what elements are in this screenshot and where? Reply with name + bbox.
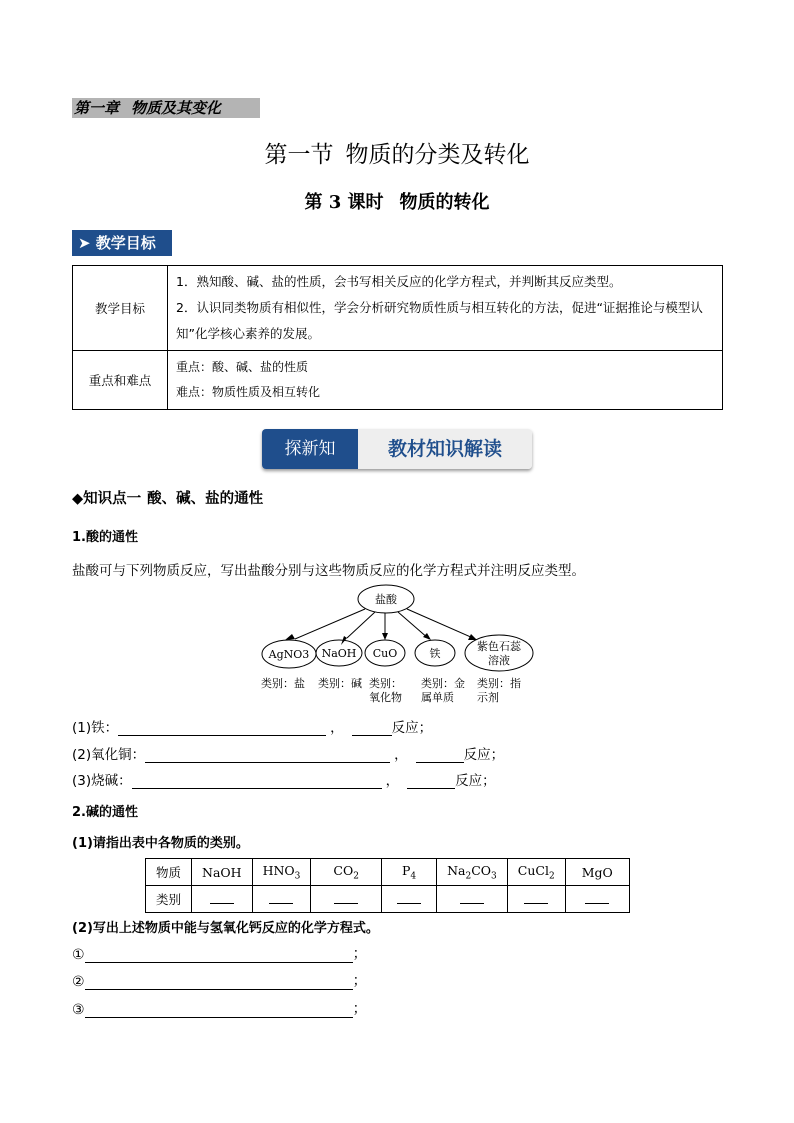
answer-marker: ③ — [72, 1002, 85, 1018]
knowledge-point-marker: ◆知识点一 — [72, 491, 142, 507]
line-suffix: 反应； — [455, 773, 496, 789]
base-heading: 2.碱的通性 — [72, 805, 138, 820]
diagram-node-label: NaOH — [321, 647, 357, 660]
type-blank[interactable] — [407, 774, 455, 789]
answer-marker: ② — [72, 974, 85, 990]
diagram-node-label: CuO — [372, 647, 398, 660]
category-label: 属单质 — [421, 691, 454, 704]
acid-line-1 — [72, 716, 432, 736]
section-title — [0, 136, 794, 169]
category-label: 类别： — [369, 677, 402, 690]
diagram-node-label: AgNO3 — [268, 648, 310, 661]
answer-end: ； — [352, 1001, 367, 1017]
substance-cell: $P_4$ — [381, 859, 436, 886]
goal-item: 1．熟知酸、碱、盐的性质，会书写相关反应的化学方程式，并判断其反应类型。 — [176, 274, 622, 289]
banner-right: 教材知识解读 — [358, 429, 532, 469]
category-cell[interactable] — [311, 886, 382, 913]
answer-blank[interactable] — [85, 1003, 353, 1018]
table-header: 类别 — [146, 886, 192, 913]
category-label: 类别：金 — [421, 677, 465, 690]
focus-item: 重点：酸、碱、盐的性质 — [176, 360, 309, 374]
category-cell[interactable] — [192, 886, 253, 913]
diagram-node-label: 紫色石蕊 — [477, 640, 521, 653]
substance-cell: $HNO_3$ — [252, 859, 311, 886]
base-question-2: (2)写出上述物质中能与氢氧化钙反应的化学方程式。 — [72, 921, 379, 936]
line-separator: ， — [394, 747, 408, 763]
diagram-arrow — [295, 609, 365, 639]
line-suffix: 反应； — [463, 747, 505, 763]
arrow-head — [423, 633, 431, 640]
category-label: 氧化物 — [369, 691, 402, 704]
banner-left: 探新知 — [262, 429, 358, 469]
category-cell[interactable] — [507, 886, 565, 913]
acid-line-3 — [72, 769, 496, 789]
focus-content — [168, 351, 723, 410]
answer-end: ； — [352, 946, 367, 962]
category-cell[interactable] — [437, 886, 508, 913]
category-label: 类别：盐 — [261, 677, 305, 690]
line-separator: ， — [330, 720, 344, 736]
focus-label: 重点和难点 — [73, 351, 168, 410]
lesson-number: 第 3 课时 — [304, 192, 384, 213]
goals-label: 教学目标 — [73, 266, 168, 351]
diagram-arrow — [398, 612, 429, 639]
section-banner — [262, 429, 532, 469]
answer-line-3 — [72, 998, 367, 1018]
chapter-number: 第一章 — [74, 99, 120, 117]
line-prefix: (3)烧碱： — [72, 773, 132, 789]
lesson-title — [0, 188, 794, 214]
substance-cell: NaOH — [192, 859, 253, 886]
answer-blank[interactable] — [85, 975, 353, 990]
knowledge-point-title: 酸、碱、盐的通性 — [147, 491, 264, 507]
type-blank[interactable] — [416, 748, 464, 763]
answer-blank[interactable] — [132, 774, 382, 789]
table-row — [146, 859, 630, 886]
objectives-badge: ➤ 教学目标 — [72, 230, 172, 256]
goal-item: 2．认识同类物质有相似性，学会分析研究物质性质与相互转化的方法，促进“证据推论与模型认知”化学核心素养的发展。 — [176, 300, 703, 341]
focus-item: 难点：物质性质及相互转化 — [176, 385, 321, 399]
answer-marker: ① — [72, 947, 85, 963]
category-label: 类别：指 — [477, 677, 521, 690]
table-row — [73, 266, 723, 351]
substance-cell: MgO — [565, 859, 629, 886]
answer-blank[interactable] — [85, 948, 353, 963]
section-name: 物质的分类及转化 — [345, 142, 530, 168]
category-label: 示剂 — [477, 691, 499, 704]
knowledge-point-heading — [72, 487, 263, 508]
type-blank[interactable] — [352, 721, 392, 736]
diagram-center-label: 盐酸 — [375, 593, 397, 606]
answer-line-2 — [72, 970, 367, 990]
lesson-name: 物质的转化 — [399, 192, 490, 213]
substance-table — [145, 858, 630, 913]
line-separator: ， — [385, 773, 400, 789]
diagram-arrow — [407, 609, 473, 638]
line-prefix: (1)铁： — [72, 720, 119, 736]
chapter-name: 物质及其变化 — [131, 99, 222, 117]
diagram-arrow — [347, 612, 375, 638]
category-label: 类别：碱 — [318, 677, 362, 690]
answer-end: ； — [352, 973, 367, 989]
acid-reaction-diagram — [255, 584, 545, 712]
acid-intro: 盐酸可与下列物质反应，写出盐酸分别与这些物质反应的化学方程式并注明反应类型。 — [72, 563, 585, 579]
answer-blank[interactable] — [145, 748, 390, 763]
section-number: 第一节 — [264, 142, 334, 168]
table-row — [146, 886, 630, 913]
acid-heading: 1.酸的通性 — [72, 530, 138, 545]
substance-cell: $CO_2$ — [311, 859, 382, 886]
base-question-1: (1)请指出表中各物质的类别。 — [72, 836, 249, 851]
arrow-head — [285, 634, 295, 640]
goals-table — [72, 265, 723, 410]
substance-cell: $Na_2CO_3$ — [437, 859, 508, 886]
diagram-node-label: 溶液 — [488, 654, 510, 667]
line-prefix: (2)氧化铜： — [72, 747, 146, 763]
substance-cell: CuCl$_2$ — [507, 859, 565, 886]
line-suffix: 反应； — [391, 720, 433, 736]
table-header: 物质 — [146, 859, 192, 886]
table-row — [73, 351, 723, 410]
arrow-head — [382, 633, 388, 640]
answer-line-1 — [72, 943, 367, 963]
answer-blank[interactable] — [118, 721, 326, 736]
chapter-header — [72, 98, 260, 118]
goals-content — [168, 266, 723, 351]
category-cell[interactable] — [252, 886, 311, 913]
category-cell[interactable] — [381, 886, 436, 913]
category-cell[interactable] — [565, 886, 629, 913]
arrow-head — [468, 634, 477, 640]
acid-line-2 — [72, 743, 504, 763]
diagram-node-label: 铁 — [429, 647, 441, 660]
